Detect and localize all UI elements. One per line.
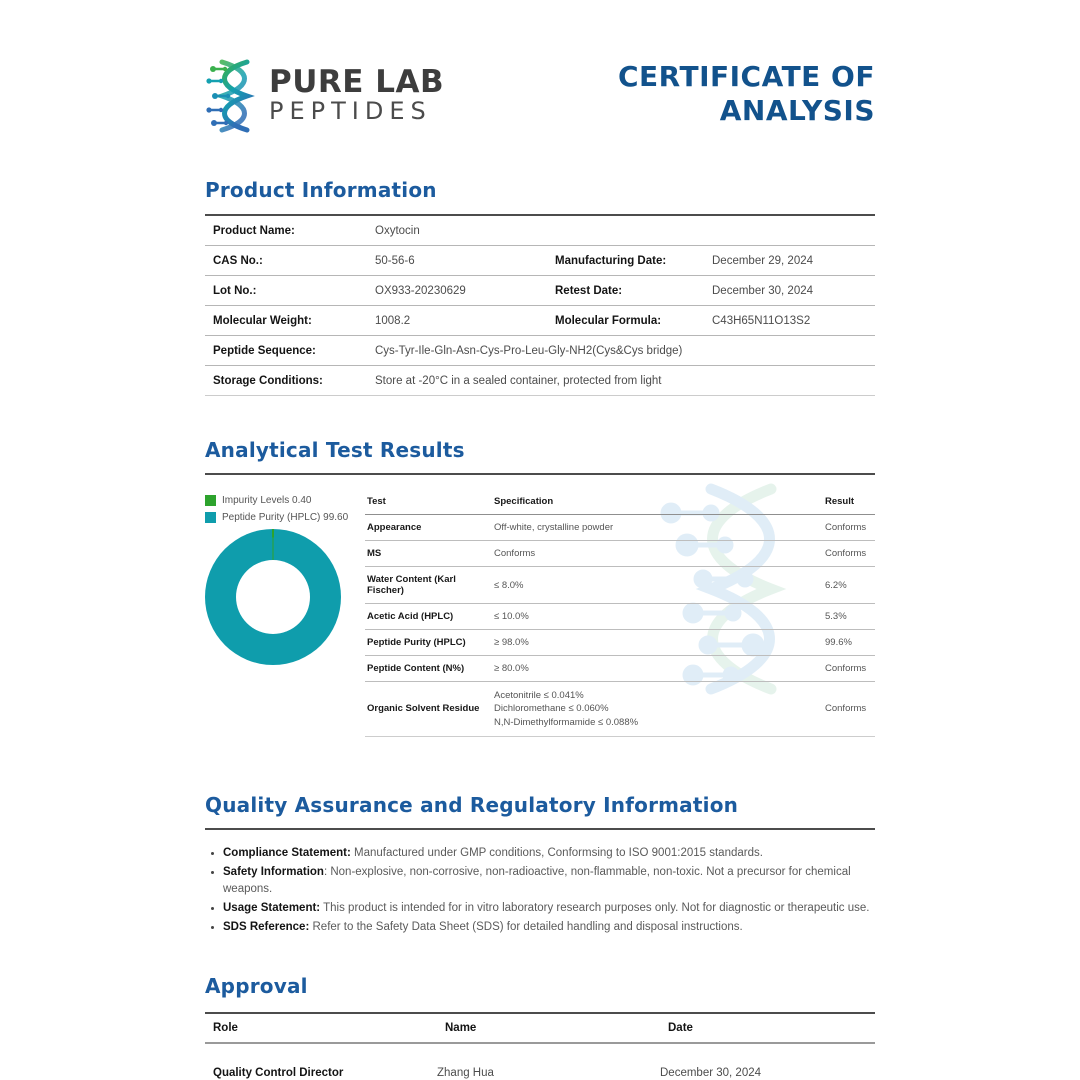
- approval-date: December 30, 2024: [660, 1066, 762, 1079]
- column-header-role: Role: [213, 1021, 238, 1034]
- field-label: Lot No.:: [213, 284, 257, 297]
- quality-assurance-section: [205, 793, 875, 936]
- column-header-specification: Specification: [492, 489, 823, 515]
- test-name: Peptide Content (N%): [365, 656, 492, 682]
- test-result: 5.3%: [823, 604, 875, 630]
- field-value: C43H65N11O13S2: [712, 314, 811, 327]
- test-name: Appearance: [365, 515, 492, 541]
- bullet-text: Manufactured under GMP conditions, Conformsing to ISO 9001:2015 standards.: [350, 846, 763, 859]
- field-label: Manufacturing Date:: [555, 254, 667, 267]
- product-information-heading: Product Information: [205, 178, 437, 202]
- column-header-date: Date: [668, 1021, 693, 1034]
- document-title-line1: CERTIFICATE OF: [618, 60, 875, 93]
- analytical-results-table: [365, 489, 875, 737]
- legend-label: Impurity Levels 0.40: [222, 495, 312, 506]
- document-title-line2: ANALYSIS: [719, 94, 875, 128]
- table-row: [205, 306, 875, 336]
- spec-line: Acetonitrile ≤ 0.041%: [494, 690, 584, 701]
- test-name: MS: [365, 541, 492, 567]
- test-spec: ≤ 8.0%: [492, 567, 823, 604]
- bullet-text: : Non-explosive, non-corrosive, non-radioactive, non-flammable, non-toxic. Not a precursor for chemical weapons.: [223, 866, 851, 895]
- field-label: Molecular Weight:: [213, 314, 312, 327]
- qa-bullet-list: [211, 845, 875, 936]
- brand-logo: [205, 58, 444, 134]
- table-row: [365, 515, 875, 541]
- spec-line: Dichloromethane ≤ 0.060%: [494, 703, 609, 715]
- field-value: 50-56-6: [375, 254, 415, 267]
- approval-heading: Approval: [205, 973, 308, 998]
- legend-item-impurity: [205, 495, 365, 506]
- purity-donut-chart: [205, 529, 341, 665]
- test-spec: ≤ 10.0%: [492, 604, 823, 630]
- field-label: Product Name:: [213, 224, 295, 237]
- test-name: Peptide Purity (HPLC): [365, 630, 492, 656]
- table-row: [365, 604, 875, 630]
- table-row: [205, 276, 875, 306]
- table-row: [365, 630, 875, 656]
- field-value: December 29, 2024: [712, 254, 814, 267]
- list-item: [223, 900, 875, 916]
- field-value: 1008.2: [375, 314, 411, 327]
- table-row: [365, 656, 875, 682]
- spec-line: N,N-Dimethylformamide ≤ 0.088%: [494, 716, 639, 728]
- approval-header-row: [205, 1014, 875, 1044]
- brand-name-line2: PEPTIDES: [269, 97, 432, 126]
- bullet-text: Refer to the Safety Data Sheet (SDS) for detailed handling and disposal instructions.: [309, 921, 743, 934]
- table-row: [365, 541, 875, 567]
- field-value: December 30, 2024: [712, 284, 814, 297]
- brand-name-line1: PURE LAB: [269, 63, 445, 100]
- field-value: Cys-Tyr-Ile-Gln-Asn-Cys-Pro-Leu-Gly-NH2(Cys&Cys bridge): [375, 344, 683, 357]
- approver-role: Quality Control Director: [213, 1066, 344, 1079]
- legend-label: Peptide Purity (HPLC) 99.60: [222, 512, 349, 523]
- table-row: [365, 567, 875, 604]
- bullet-lead: Compliance Statement:: [223, 846, 351, 859]
- test-spec: Conforms: [492, 541, 823, 567]
- document-title: [618, 60, 875, 128]
- bullet-lead: Safety Information: [223, 866, 324, 879]
- table-header-row: [365, 489, 875, 515]
- header: [205, 0, 875, 134]
- section-divider: [205, 473, 875, 475]
- bullet-lead: SDS Reference:: [223, 921, 310, 934]
- field-value: Store at -20°C in a sealed container, protected from light: [375, 374, 662, 387]
- field-label: Molecular Formula:: [555, 314, 662, 327]
- table-row: [205, 246, 875, 276]
- approval-row: [205, 1044, 875, 1080]
- section-divider: [205, 828, 875, 830]
- field-label: Peptide Sequence:: [213, 344, 316, 357]
- quality-assurance-heading: Quality Assurance and Regulatory Information: [205, 792, 739, 817]
- field-label: CAS No.:: [213, 254, 263, 267]
- field-label: Retest Date:: [555, 284, 623, 297]
- product-information-table: [205, 214, 875, 396]
- test-spec: [492, 682, 823, 737]
- test-result: 99.6%: [823, 630, 875, 656]
- test-spec: ≥ 98.0%: [492, 630, 823, 656]
- column-header-test: Test: [365, 489, 492, 515]
- test-result: Conforms: [823, 682, 875, 737]
- table-row: [205, 216, 875, 246]
- test-result: Conforms: [823, 541, 875, 567]
- legend-swatch-impurity: [205, 495, 216, 506]
- legend-item-purity: [205, 512, 365, 523]
- test-result: Conforms: [823, 656, 875, 682]
- donut-hole: [236, 560, 310, 634]
- approver-name: Zhang Hua: [437, 1066, 494, 1079]
- field-value: OX933-20230629: [375, 284, 466, 297]
- test-spec: ≥ 80.0%: [492, 656, 823, 682]
- list-item: [223, 919, 875, 935]
- bullet-text: This product is intended for in vitro laboratory research purposes only. Not for diagnostic or therapeutic use.: [320, 901, 870, 914]
- table-row: [205, 366, 875, 396]
- approval-section: [205, 974, 875, 1080]
- test-result: Conforms: [823, 515, 875, 541]
- test-name: Water Content (Karl Fischer): [365, 567, 492, 604]
- test-name: Acetic Acid (HPLC): [365, 604, 492, 630]
- analytical-test-results-heading: Analytical Test Results: [205, 438, 465, 462]
- purity-chart-panel: [205, 489, 365, 737]
- test-result: 6.2%: [823, 567, 875, 604]
- field-label: Storage Conditions:: [213, 374, 323, 387]
- table-row: [205, 336, 875, 366]
- bullet-lead: Usage Statement:: [223, 901, 321, 914]
- field-value: Oxytocin: [375, 224, 420, 237]
- list-item: [223, 864, 875, 897]
- analytical-test-results-section: [205, 438, 875, 737]
- column-header-name: Name: [445, 1021, 477, 1034]
- list-item: [223, 845, 875, 861]
- dna-helix-icon: [205, 58, 261, 134]
- product-information-section: [205, 178, 875, 396]
- test-spec: Off-white, crystalline powder: [492, 515, 823, 541]
- table-row: [365, 682, 875, 737]
- legend-swatch-purity: [205, 512, 216, 523]
- test-name: Organic Solvent Residue: [365, 682, 492, 737]
- column-header-result: Result: [823, 489, 875, 515]
